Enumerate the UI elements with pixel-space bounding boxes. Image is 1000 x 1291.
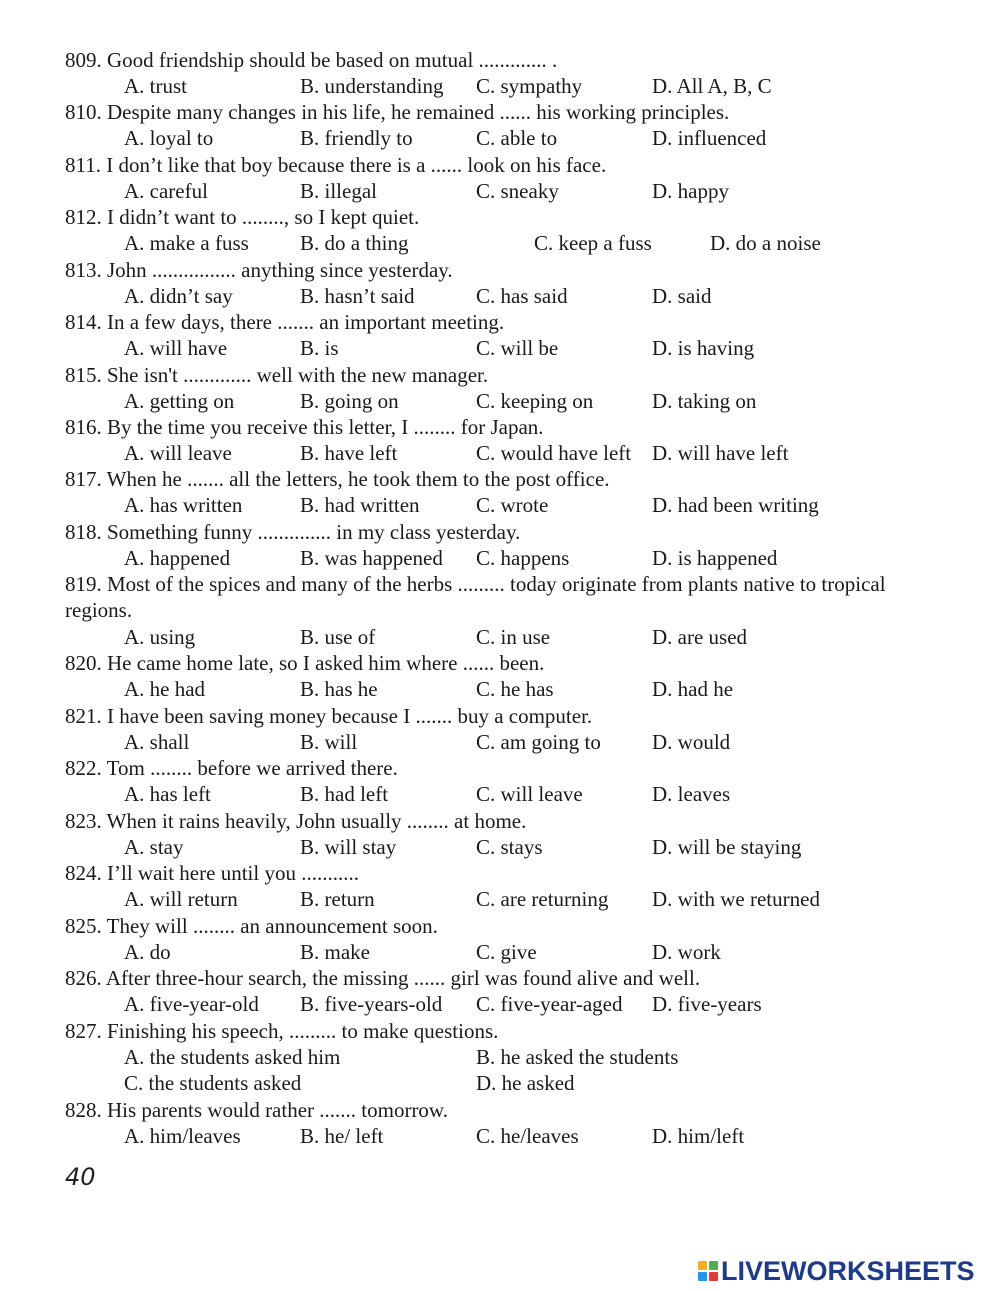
option-b[interactable]: B. five-years-old (300, 992, 443, 1016)
options-row (124, 283, 984, 309)
option-b[interactable]: B. hasn’t said (300, 284, 415, 308)
option-d[interactable]: D. would (652, 730, 731, 754)
option-a[interactable]: A. will have (124, 336, 228, 360)
question-stem: 824. I’ll wait here until you ........... (65, 861, 359, 885)
options-row (124, 230, 984, 256)
question-stem: 828. His parents would rather ....... tomorrow. (65, 1098, 448, 1122)
option-d[interactable]: D. are used (652, 625, 748, 649)
options-row (124, 335, 984, 361)
question-stem: 813. John ................ anything since yesterday. (65, 258, 453, 282)
option-a[interactable]: A. he had (124, 677, 206, 701)
option-a[interactable]: A. has written (124, 493, 243, 517)
option-c[interactable]: C. he/leaves (476, 1124, 579, 1148)
question-stem: 815. She isn't ............. well with the new manager. (65, 363, 489, 387)
option-d[interactable]: D. he asked (476, 1071, 575, 1095)
option-c[interactable]: C. keeping on (476, 389, 594, 413)
option-a[interactable]: A. has left (124, 782, 211, 806)
question-stem: 823. When it rains heavily, John usually ........ at home. (65, 809, 527, 833)
question-stem: 825. They will ........ an announcement soon. (65, 914, 438, 938)
page-number: 40 (65, 1163, 96, 1191)
option-c[interactable]: C. able to (476, 126, 558, 150)
question-stem: 809. Good friendship should be based on mutual ............. . (65, 48, 558, 72)
options-row (124, 440, 984, 466)
liveworksheets-watermark[interactable] (698, 1256, 975, 1286)
options-row (124, 388, 984, 414)
option-a[interactable]: A. getting on (124, 389, 235, 413)
option-b[interactable]: B. had left (300, 782, 389, 806)
options-row (124, 991, 984, 1017)
options-row (124, 492, 984, 518)
option-d[interactable]: D. with we returned (652, 887, 820, 911)
option-c[interactable]: C. will leave (476, 782, 583, 806)
option-a[interactable]: A. loyal to (124, 126, 214, 150)
option-d[interactable]: D. taking on (652, 389, 757, 413)
option-b[interactable]: B. going on (300, 389, 399, 413)
options-row (124, 178, 984, 204)
options-row (124, 729, 984, 755)
question-stem: 819. Most of the spices and many of the herbs ......... today originate from plants native to tropical regions. (65, 572, 886, 622)
options-row (124, 1070, 984, 1096)
option-b[interactable]: B. illegal (300, 179, 377, 203)
option-a[interactable]: A. make a fuss (124, 231, 249, 255)
option-c[interactable]: C. would have left (476, 441, 632, 465)
options-row (124, 886, 984, 912)
option-b[interactable]: B. understanding (300, 74, 444, 98)
option-c[interactable]: C. wrote (476, 493, 549, 517)
option-b[interactable]: B. he asked the students (476, 1045, 679, 1069)
option-d[interactable]: D. him/left (652, 1124, 745, 1148)
option-c[interactable]: C. he has (476, 677, 554, 701)
option-a[interactable]: A. shall (124, 730, 190, 754)
option-a[interactable]: A. him/leaves (124, 1124, 241, 1148)
option-c[interactable]: C. in use (476, 625, 551, 649)
question-stem: 816. By the time you receive this letter, I ........ for Japan. (65, 415, 544, 439)
option-d[interactable]: D. will be staying (652, 835, 802, 859)
option-d[interactable]: D. had he (652, 677, 734, 701)
liveworksheets-logo-icon (698, 1261, 718, 1281)
options-row (124, 545, 984, 571)
question-stem: 818. Something funny .............. in my class yesterday. (65, 520, 521, 544)
option-d[interactable]: D. is having (652, 336, 755, 360)
options-row (124, 1044, 984, 1070)
option-b[interactable]: B. he/ left (300, 1124, 384, 1148)
option-c[interactable]: C. five-year-aged (476, 992, 623, 1016)
option-d[interactable]: D. five-years (652, 992, 762, 1016)
option-b[interactable]: B. has he (300, 677, 378, 701)
option-d[interactable]: D. do a noise (710, 231, 821, 255)
option-b[interactable]: B. will stay (300, 835, 397, 859)
option-b[interactable]: B. return (300, 887, 375, 911)
option-c[interactable]: C. will be (476, 336, 559, 360)
option-a[interactable]: A. didn’t say (124, 284, 233, 308)
option-b[interactable]: B. was happened (300, 546, 443, 570)
question-stem: 811. I don’t like that boy because there is a ...... look on his face. (65, 153, 607, 177)
options-row (124, 624, 984, 650)
option-a[interactable]: A. will return (124, 887, 238, 911)
question-stem: 812. I didn’t want to ........, so I kept quiet. (65, 205, 420, 229)
question-stem: 810. Despite many changes in his life, he remained ...... his working principles. (65, 100, 730, 124)
options-row (124, 939, 984, 965)
question-stem: 822. Tom ........ before we arrived there. (65, 756, 398, 780)
option-b[interactable]: B. will (300, 730, 358, 754)
option-a[interactable]: A. five-year-old (124, 992, 259, 1016)
option-d[interactable]: D. leaves (652, 782, 731, 806)
question-stem: 821. I have been saving money because I ....... buy a computer. (65, 704, 593, 728)
option-c[interactable]: C. sympathy (476, 74, 583, 98)
option-a[interactable]: A. do (124, 940, 171, 964)
question-stem: 814. In a few days, there ....... an important meeting. (65, 310, 505, 334)
option-c[interactable]: C. are returning (476, 887, 609, 911)
option-d[interactable]: D. influenced (652, 126, 767, 150)
option-c[interactable]: C. keep a fuss (534, 231, 652, 255)
option-b[interactable]: B. make (300, 940, 370, 964)
option-d[interactable]: D. is happened (652, 546, 778, 570)
option-c[interactable]: C. the students asked (124, 1071, 302, 1095)
question-stem: 820. He came home late, so I asked him where ...... been. (65, 651, 545, 675)
option-c[interactable]: C. happens (476, 546, 570, 570)
options-row (124, 125, 984, 151)
option-c[interactable]: C. stays (476, 835, 543, 859)
options-row (124, 834, 984, 860)
option-b[interactable]: B. use of (300, 625, 376, 649)
question-stem: 826. After three-hour search, the missing ...... girl was found alive and well. (65, 966, 701, 990)
option-b[interactable]: B. do a thing (300, 231, 409, 255)
option-a[interactable]: A. trust (124, 74, 187, 98)
option-c[interactable]: C. am going to (476, 730, 601, 754)
option-d[interactable]: D. work (652, 940, 721, 964)
option-d[interactable]: D. said (652, 284, 712, 308)
option-c[interactable]: C. has said (476, 284, 568, 308)
question-stem: 827. Finishing his speech, ......... to make questions. (65, 1019, 499, 1043)
option-a[interactable]: A. using (124, 625, 196, 649)
options-row (124, 676, 984, 702)
option-c[interactable]: C. sneaky (476, 179, 559, 203)
option-a[interactable]: A. happened (124, 546, 231, 570)
option-a[interactable]: A. careful (124, 179, 208, 203)
option-c[interactable]: C. give (476, 940, 537, 964)
option-a[interactable]: A. will leave (124, 441, 232, 465)
options-row (124, 73, 984, 99)
options-row (124, 1123, 984, 1149)
option-d[interactable]: D. will have left (652, 441, 789, 465)
option-b[interactable]: B. friendly to (300, 126, 413, 150)
option-d[interactable]: D. happy (652, 179, 729, 203)
option-b[interactable]: B. is (300, 336, 339, 360)
options-row (124, 781, 984, 807)
watermark-text: LIVEWORKSHEETS (721, 1255, 975, 1286)
option-d[interactable]: D. had been writing (652, 493, 819, 517)
option-a[interactable]: A. stay (124, 835, 184, 859)
option-d[interactable]: D. All A, B, C (652, 74, 772, 98)
question-stem: 817. When he ....... all the letters, he took them to the post office. (65, 467, 610, 491)
option-a[interactable]: A. the students asked him (124, 1045, 341, 1069)
option-b[interactable]: B. have left (300, 441, 398, 465)
option-b[interactable]: B. had written (300, 493, 420, 517)
